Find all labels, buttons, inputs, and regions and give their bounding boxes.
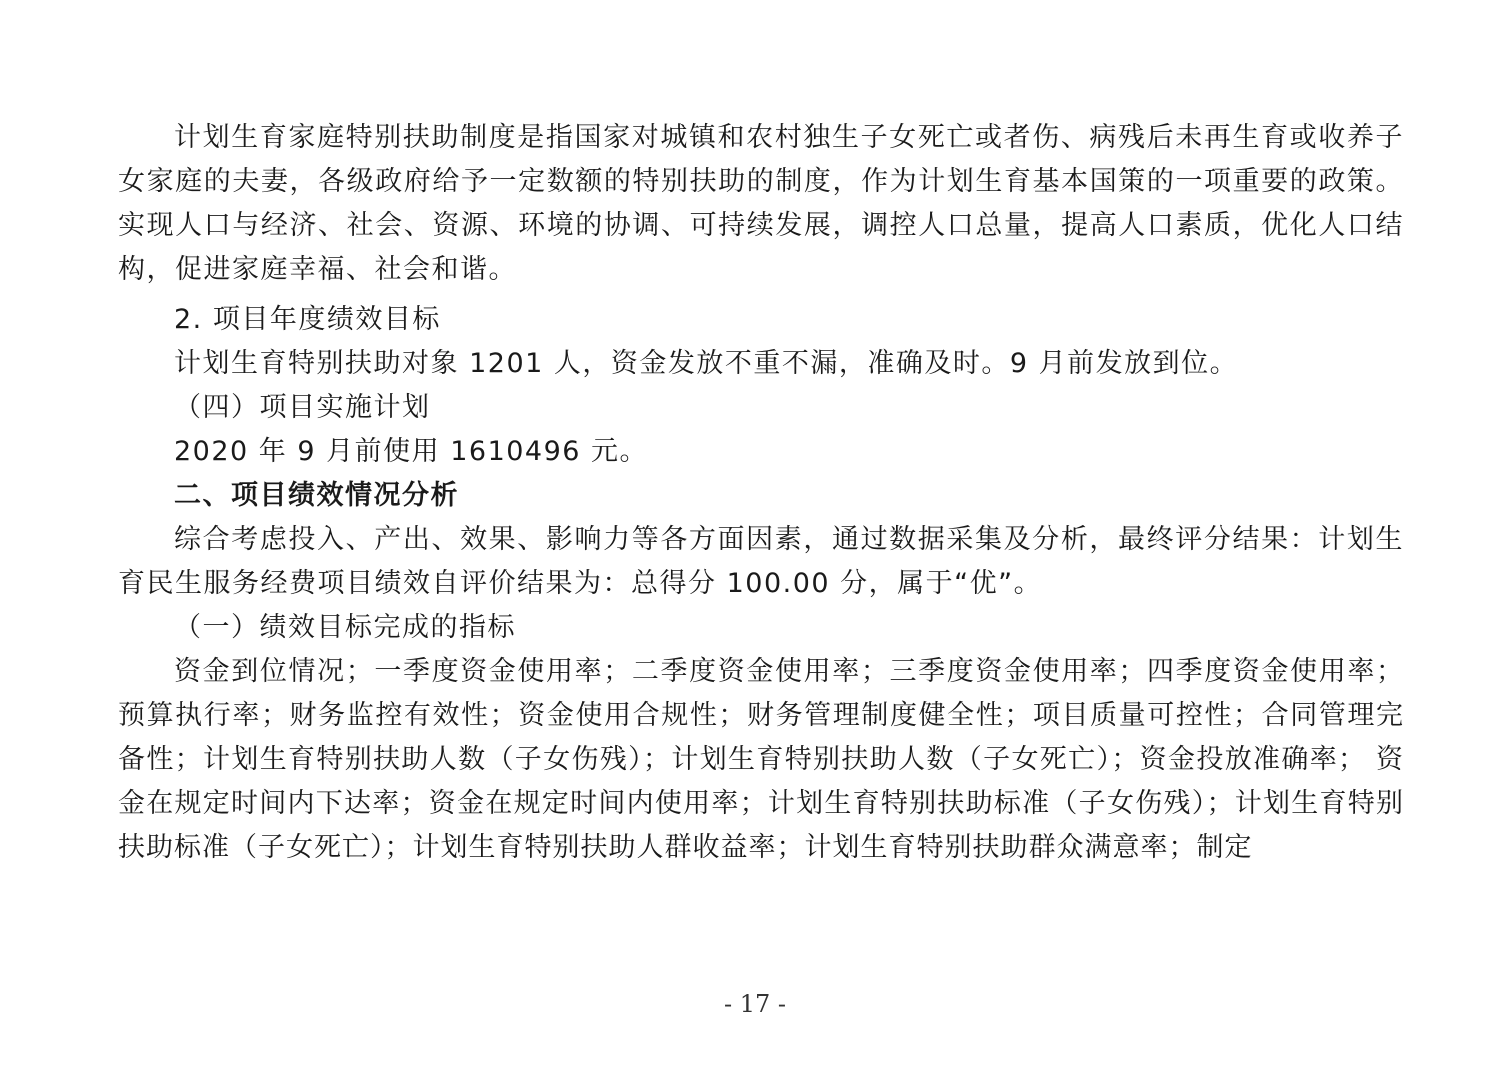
subheading-annual-goals: 2. 项目年度绩效目标 bbox=[174, 304, 441, 335]
subheading-completed-indicators: （一）绩效目标完成的指标 bbox=[174, 612, 516, 643]
heading-performance-analysis: 二、项目绩效情况分析 bbox=[174, 480, 459, 511]
paragraph-annual-goals: 计划生育特别扶助对象 1201 人，资金发放不重不漏，准确及时。9 月前发放到位。 bbox=[174, 348, 1239, 379]
paragraph-policy-description: 计划生育家庭特别扶助制度是指国家对城镇和农村独生子女死亡或者伤、病残后未再生育或收养子女家庭的夫妻，各级政府给予一定数额的特别扶助的制度，作为计划生育基本国策的一项重要的政策。实现人口与经济、社会、资源、环境的协调、可持续发展，调控人口总量，提高人口素质，优化人口结构，促进家庭幸福、社会和谐。 bbox=[118, 122, 1404, 285]
page-number: - 17 - bbox=[723, 990, 786, 1018]
paragraph-indicator-list: 资金到位情况；一季度资金使用率；二季度资金使用率；三季度资金使用率；四季度资金使用率；预算执行率；财务监控有效性；资金使用合规性；财务管理制度健全性；项目质量可控性；合同管理完备性；计划生育特别扶助人数（子女伤残）；计划生育特别扶助人数（子女死亡）；资金投放准确率； 资金在规定时间内下达率；资金在规定时间内使用率；计划生育特别扶助标准（子女伤残）；计划生育特别扶助标准（子女死亡）；计划生育特别扶助人群收益率；计划生育特别扶助群众满意率；制定 bbox=[118, 656, 1404, 863]
subheading-implementation-plan: （四）项目实施计划 bbox=[174, 392, 431, 423]
paragraph-evaluation-result: 综合考虑投入、产出、效果、影响力等各方面因素，通过数据采集及分析，最终评分结果：计划生育民生服务经费项目绩效自评价结果为：总得分 100.00 分，属于“优”。 bbox=[118, 524, 1404, 599]
paragraph-implementation-plan: 2020 年 9 月前使用 1610496 元。 bbox=[174, 436, 649, 467]
document-body bbox=[118, 116, 1404, 870]
